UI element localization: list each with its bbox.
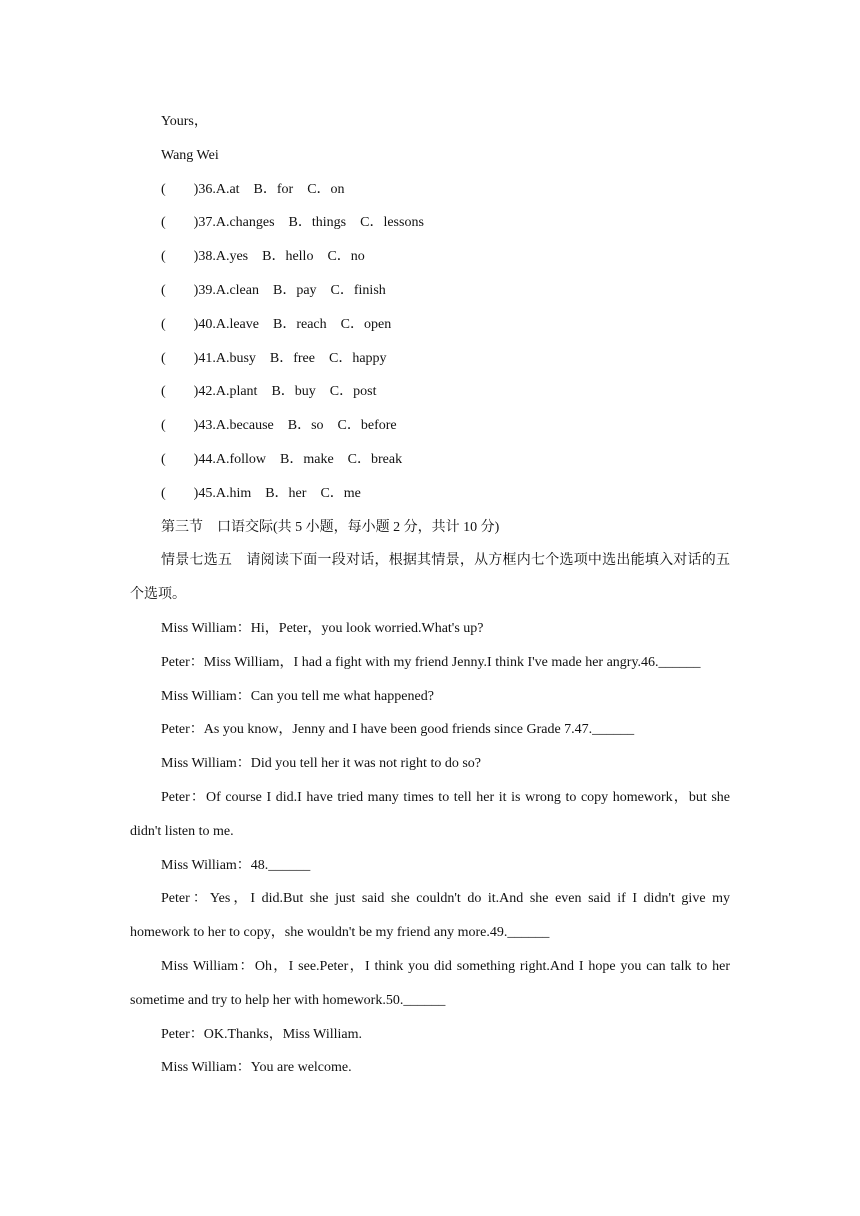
option-a: A.him [215, 485, 252, 501]
answer-blank: ( ) [161, 249, 199, 265]
question-number: 45. [198, 485, 216, 501]
option-b: B．pay [272, 282, 317, 298]
option-c: C．no [327, 249, 365, 265]
dialogue-line: Peter：Yes，I did.But she just said she couldn't do it.And she even said if I didn't give my homework to her to copy，she wouldn't be my friend any more.49.______ [130, 891, 730, 941]
dialogue-line: Miss William：Can you tell me what happened? [161, 688, 434, 704]
answer-blank: ( ) [161, 485, 199, 501]
dialogue-line: Miss William：Oh，I see.Peter，I think you did something right.And I hope you can talk to her sometime and try to help her with homework.50.______ [130, 958, 730, 1008]
option-c: C．happy [328, 350, 387, 366]
option-b: B．buy [271, 384, 316, 400]
dialogue-line: Miss William：Hi，Peter，you look worried.What's up? [161, 620, 484, 636]
option-c: C．on [307, 181, 345, 197]
dialogue-line: Peter：Miss William，I had a fight with my friend Jenny.I think I've made her angry.46.______ [161, 654, 701, 670]
question-item [130, 443, 730, 477]
question-number: 40. [198, 316, 216, 332]
question-number: 39. [198, 282, 216, 298]
option-b: B．make [280, 451, 334, 467]
option-c: C．lessons [360, 215, 424, 231]
answer-blank: ( ) [161, 316, 199, 332]
option-b: B．reach [272, 316, 327, 332]
letter-signature: Wang Wei [161, 147, 219, 163]
option-b: B．free [269, 350, 315, 366]
dialogue-line: Peter：As you know，Jenny and I have been good friends since Grade 7.47.______ [161, 722, 635, 738]
question-item [130, 240, 730, 274]
question-item [130, 206, 730, 240]
option-a: A.busy [215, 350, 256, 366]
answer-blank: ( ) [161, 181, 199, 197]
option-c: C．open [340, 316, 392, 332]
answer-blank: ( ) [161, 384, 199, 400]
question-item [130, 308, 730, 342]
answer-blank: ( ) [161, 451, 199, 467]
answer-blank: ( ) [161, 350, 199, 366]
option-c: C．break [347, 451, 403, 467]
answer-blank: ( ) [161, 418, 199, 434]
option-b: B．so [287, 418, 324, 434]
question-list [130, 173, 730, 511]
option-b: B．for [253, 181, 294, 197]
option-b: B．things [288, 215, 347, 231]
dialogue-line: Peter：Of course I did.I have tried many times to tell her it is wrong to copy homework，but she didn't listen to me. [130, 789, 730, 839]
question-item [130, 274, 730, 308]
section-heading: 第三节 口语交际(共 5 小题，每小题 2 分，共计 10 分) [161, 519, 500, 535]
option-a: A.because [215, 418, 274, 434]
question-item [130, 409, 730, 443]
dialogue-line: Miss William：48.______ [161, 857, 311, 873]
answer-blank: ( ) [161, 282, 199, 298]
question-number: 41. [198, 350, 216, 366]
dialogue-line: Miss William：Did you tell her it was not right to do so? [161, 756, 481, 772]
dialogue-line: Peter：OK.Thanks，Miss William. [161, 1026, 362, 1042]
option-c: C．before [337, 418, 397, 434]
letter-salutation: Yours， [161, 114, 208, 129]
option-a: A.leave [215, 316, 259, 332]
option-a: A.yes [215, 249, 249, 265]
dialogue [130, 612, 730, 1085]
dialogue-line: Miss William：You are welcome. [161, 1060, 352, 1076]
question-number: 38. [198, 249, 216, 265]
option-a: A.follow [215, 451, 266, 467]
option-c: C．me [320, 485, 361, 501]
question-number: 44. [198, 451, 216, 467]
question-number: 36. [198, 181, 216, 197]
option-b: B．hello [262, 249, 314, 265]
question-number: 42. [198, 384, 216, 400]
option-c: C．post [329, 384, 377, 400]
answer-blank: ( ) [161, 215, 199, 231]
option-b: B．her [265, 485, 307, 501]
document-page [130, 105, 730, 1085]
question-number: 37. [198, 215, 216, 231]
option-c: C．finish [330, 282, 386, 298]
question-number: 43. [198, 418, 216, 434]
option-a: A.changes [215, 215, 275, 231]
question-item [130, 477, 730, 511]
question-item [130, 342, 730, 376]
option-a: A.at [215, 181, 240, 197]
section-instruction: 情景七选五 请阅读下面一段对话，根据其情景，从方框内七个选项中选出能填入对话的五个选项。 [130, 553, 730, 603]
question-item [130, 173, 730, 207]
option-a: A.plant [215, 384, 258, 400]
question-item [130, 375, 730, 409]
option-a: A.clean [215, 282, 259, 298]
